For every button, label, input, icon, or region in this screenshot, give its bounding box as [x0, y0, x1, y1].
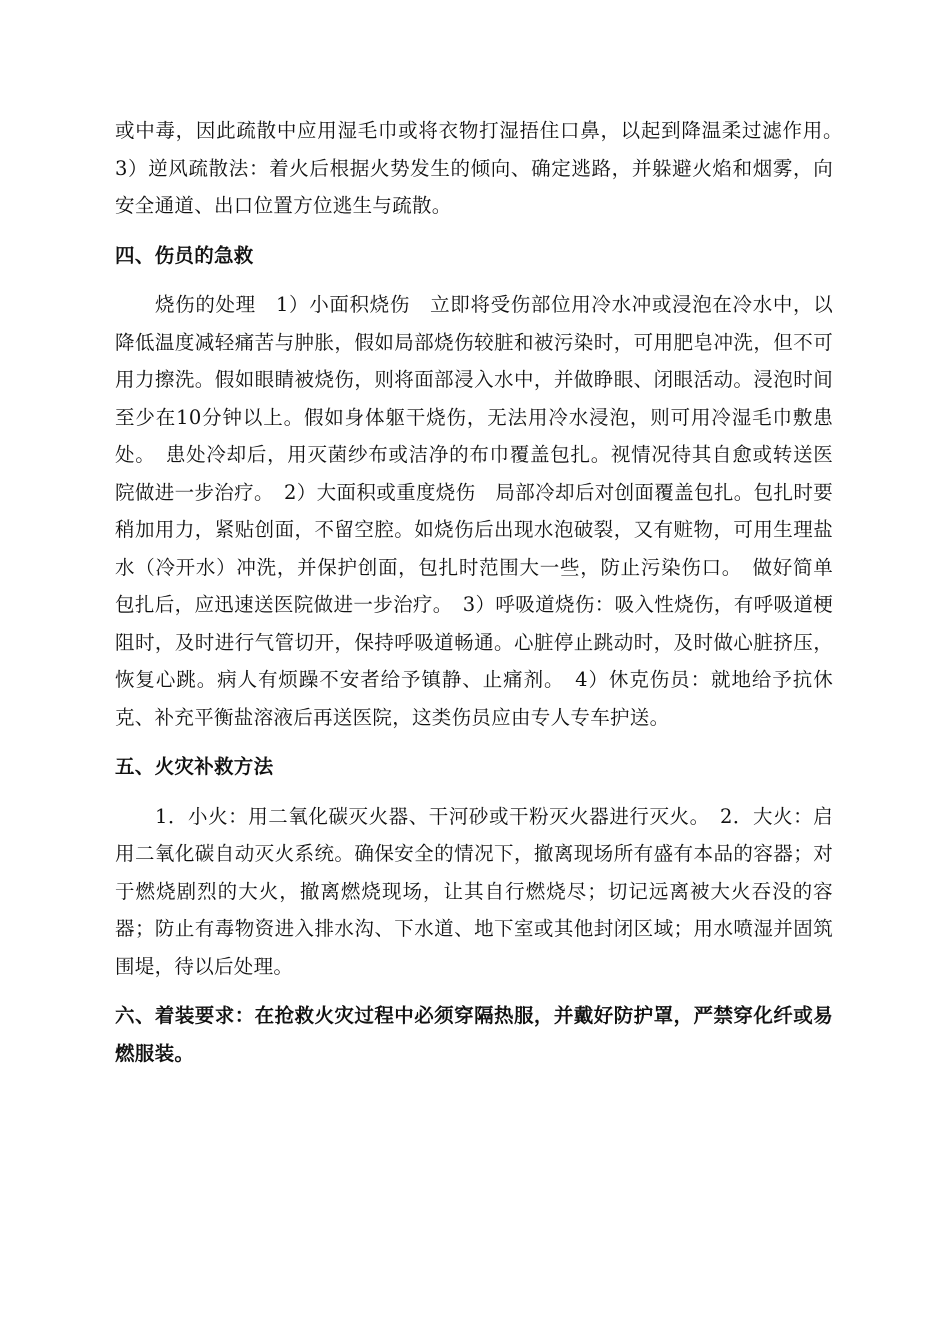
section-heading-fire-fighting: 五、火灾补救方法 [115, 755, 274, 778]
section-heading-first-aid: 四、伤员的急救 [115, 243, 254, 267]
fire-fighting-paragraph: 1．小火：用二氧化碳灭火器、干河砂或干粉灭火器进行灭火。 2．大火：启用二氧化碳自动灭火系统。确保安全的情况下，撤离现场所有盛有本品的容器；对于燃烧剧烈的大火，撤离燃烧现场，让其自行燃烧尽；切记远离被大火吞没的容器；防止有毒物资进入排水沟、下水道、地下室或其他封闭区域；用水喷湿并固筑围堤，待以后处理。 [115, 804, 833, 978]
first-aid-paragraph: 烧伤的处理 1）小面积烧伤 立即将受伤部位用冷水冲或浸泡在冷水中，以降低温度减轻痛苦与肿胀，假如局部烧伤较脏和被污染时，可用肥皂冲洗，但不可用力擦洗。假如眼睛被烧伤，则将面部浸入水中，并做睁眼、闭眼活动。浸泡时间至少在10分钟以上。假如身体躯干烧伤，无法用冷水浸泡，则可用冷湿毛巾敷患处。 患处冷却后，用灭菌纱布或洁净的布巾覆盖包扎。视情况待其自愈或转送医院做进一步治疗。 2）大面积或重度烧伤 局部冷却后对创面覆盖包扎。包扎时要稍加用力，紧贴创面，不留空腔。如烧伤后出现水泡破裂，又有赃物，可用生理盐水（冷开水）冲洗，并保护创面，包扎时范围大一些，防止污染伤口。 做好简单包扎后，应迅速送医院做进一步治疗。 3）呼吸道烧伤：吸入性烧伤，有呼吸道梗阻时，及时进行气管切开，保持呼吸道畅通。心脏停止跳动时，及时做心脏挤压，恢复心跳。病人有烦躁不安者给予镇静、止痛剂。 4）休克伤员：就地给予抗休克、补充平衡盐溶液后再送医院，这类伤员应由专人专车护送。 [115, 293, 833, 729]
section-heading-clothing: 六、着装要求：在抢救火灾过程中必须穿隔热服，并戴好防护罩，严禁穿化纤或易燃服装。 [115, 1004, 833, 1065]
document-page [115, 112, 853, 1072]
intro-paragraph: 或中毒，因此疏散中应用湿毛巾或将衣物打湿捂住口鼻，以起到降温柔过滤作用。 3）逆风疏散法：着火后根据火势发生的倾向、确定逃路，并躲避火焰和烟雾，向安全通道、出口位置方位逃生与疏散。 [115, 119, 853, 217]
